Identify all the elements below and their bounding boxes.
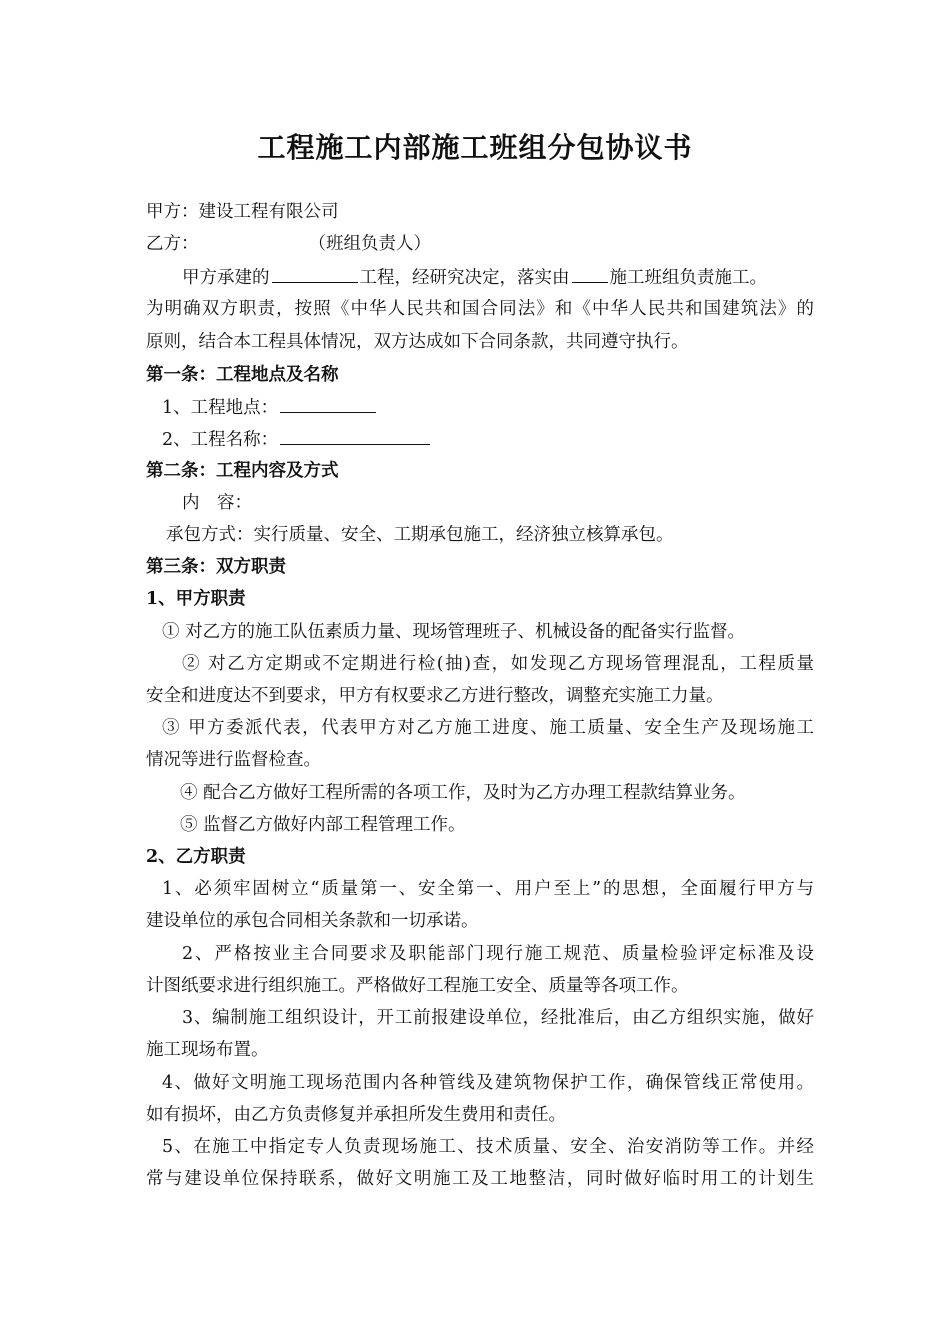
party-b-label: 乙方： [146, 234, 199, 254]
name-blank[interactable] [280, 424, 430, 445]
party-b-duty-2-line-2: 计图纸要求进行组织施工。严格做好工程施工安全、质量等各项工作。 [146, 976, 689, 996]
party-b-duties-heading: 2、乙方职责 [146, 847, 246, 867]
party-b-duty-2-line-1: 2、严格按业主合同要求及职能部门现行施工规范、质量检验评定标准及设 [182, 944, 814, 964]
article-2-content: 内 容： [182, 493, 252, 513]
intro-line-2: 为明确双方职责，按照《中华人民共和国合同法》和《中华人民共和国建筑法》的 [146, 299, 814, 319]
party-a-duty-3-line-2: 情况等进行监督检查。 [146, 750, 321, 770]
party-b-duty-1-line-2: 建设单位的承包合同相关条款和一切承诺。 [146, 911, 479, 931]
article-1-item-1: 1、工程地点： [162, 392, 830, 423]
article-3-heading: 第三条：双方职责 [146, 557, 286, 577]
party-a-line: 甲方：建设工程有限公司 [146, 202, 339, 222]
article-1-heading: 第一条：工程地点及名称 [146, 365, 339, 385]
document-title: 工程施工内部施工班组分包协议书 [257, 131, 693, 164]
party-b-duty-4-line-2: 如有损坏，由乙方负责修复并承担所发生费用和责任。 [146, 1105, 566, 1125]
location-blank[interactable] [280, 392, 376, 413]
intro-line-3: 原则，结合本工程具体情况，双方达成如下合同条款，共同遵守执行。 [146, 332, 689, 352]
party-b-duty-4-line-1: 4、做好文明施工现场范围内各种管线及建筑物保护工作，确保管线正常使用。 [162, 1073, 814, 1093]
article-2-heading: 第二条：工程内容及方式 [146, 461, 339, 481]
intro-line-1: 甲方承建的 工程，经研究决定，落实由 施工班组负责施工。 [182, 262, 814, 293]
party-b-line [146, 229, 814, 259]
party-b-duty-1-line-1: 1、必须牢固树立“质量第一、安全第一、用户至上”的思想，全面履行甲方与 [162, 879, 814, 899]
party-a-duty-2-line-2: 安全和进度达不到要求，甲方有权要求乙方进行整改，调整充实施工力量。 [146, 686, 724, 706]
party-a-duties-heading: 1、甲方职责 [146, 589, 246, 609]
team-blank[interactable] [572, 262, 608, 283]
party-b-duty-5-line-2: 常与建设单位保持联系，做好文明施工及工地整洁，同时做好临时用工的计划生 [146, 1169, 814, 1189]
article-2-method: 承包方式：实行质量、安全、工期承包施工，经济独立核算承包。 [166, 525, 674, 545]
party-b-duty-3-line-1: 3、编制施工组织设计，开工前报建设单位，经批准后，由乙方组织实施，做好 [182, 1008, 814, 1028]
party-a-duty-5: ⑤ 监督乙方做好内部工程管理工作。 [180, 815, 466, 835]
party-a-duty-2-line-1: ② 对乙方定期或不定期进行检(抽)查，如发现乙方现场管理混乱，工程质量 [182, 654, 814, 674]
party-a-duty-1: ① 对乙方的施工队伍素质力量、现场管理班子、机械设备的配备实行监督。 [162, 622, 746, 642]
party-a-duty-4: ④ 配合乙方做好工程所需的各项工作，及时为乙方办理工程款结算业务。 [180, 783, 746, 803]
party-b-duty-3-line-2: 施工现场布置。 [146, 1040, 269, 1060]
party-b-note: （班组负责人） [308, 234, 431, 254]
project-blank[interactable] [272, 262, 358, 283]
party-b-duty-5-line-1: 5、在施工中指定专人负责现场施工、技术质量、安全、治安消防等工作。并经 [162, 1137, 814, 1157]
party-a-duty-3-line-1: ③ 甲方委派代表，代表甲方对乙方施工进度、施工质量、安全生产及现场施工 [162, 718, 814, 738]
article-1-item-2: 2、工程名称： [162, 424, 830, 455]
